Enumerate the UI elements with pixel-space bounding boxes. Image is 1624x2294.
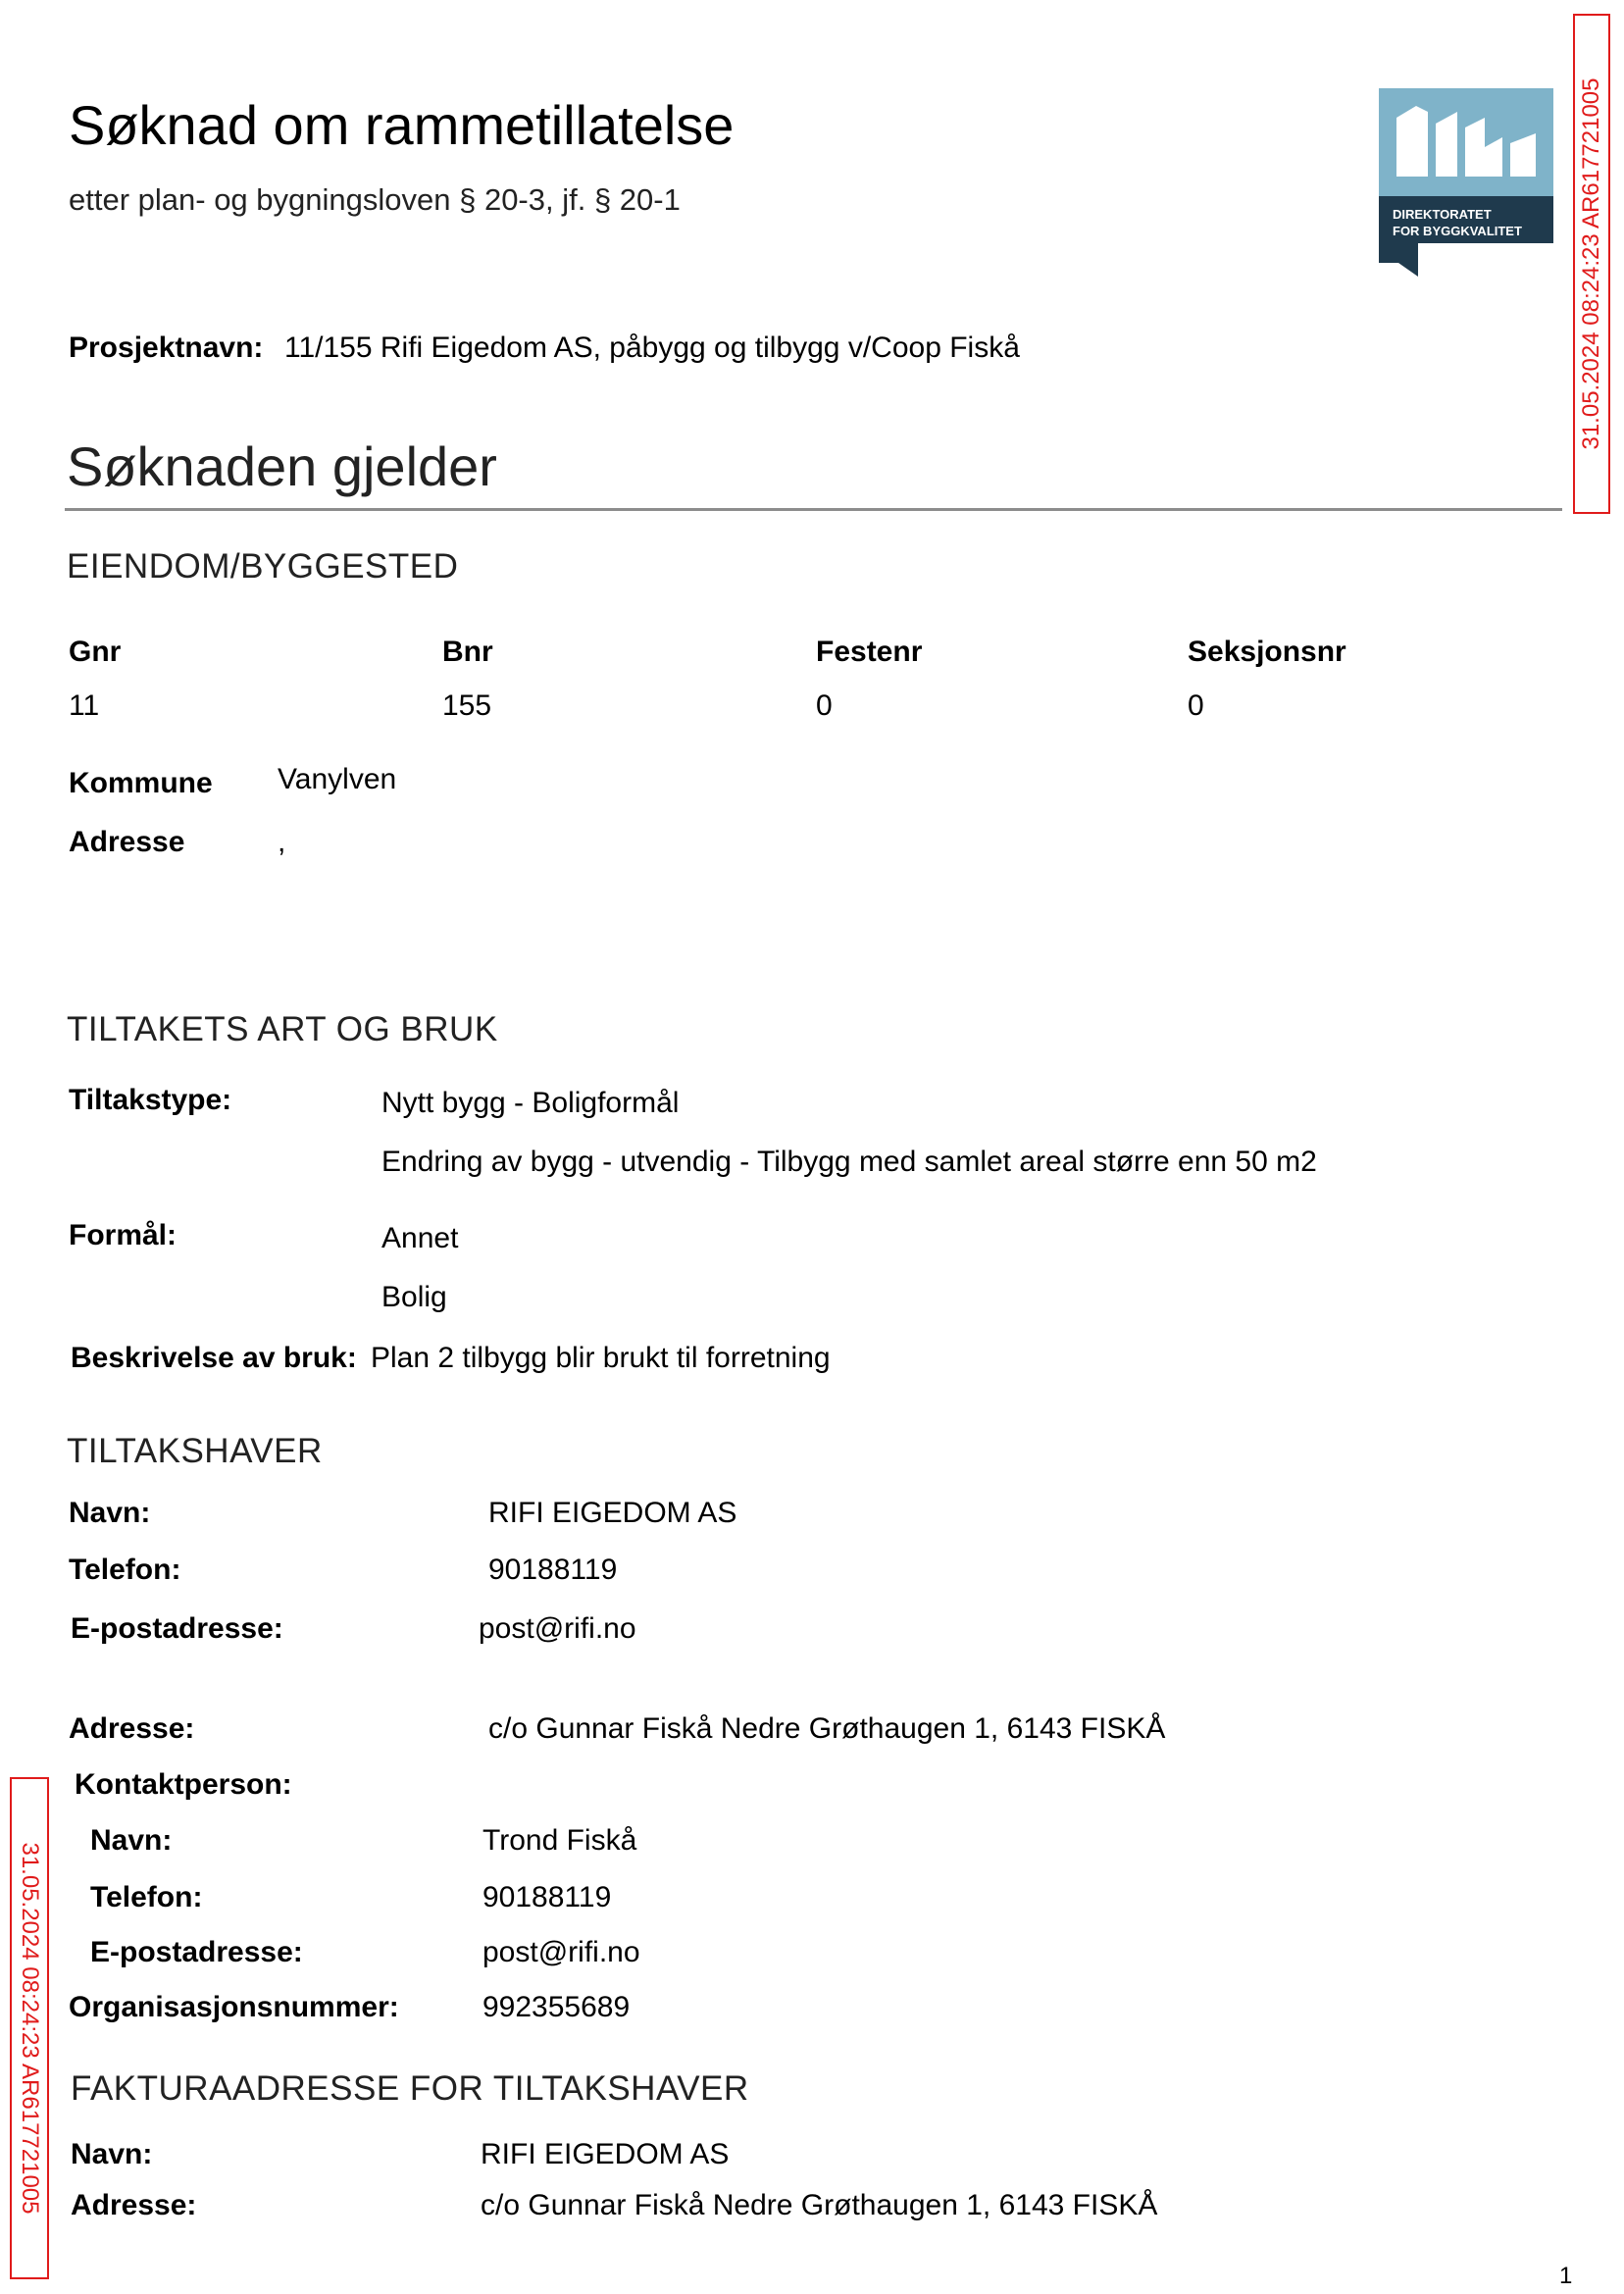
timestamp-stamp-left — [10, 1777, 49, 2279]
kontakt-telefon-label: Telefon: — [90, 1881, 203, 1913]
gnr-label: Gnr — [69, 636, 122, 668]
kontakt-telefon-value: 90188119 — [482, 1881, 612, 1913]
stamp-text: 31.05.2024 08:24:23 AR617721005 — [17, 1842, 43, 2215]
faktura-navn-label: Navn: — [71, 2138, 153, 2170]
formal-label: Formål: — [69, 1219, 178, 1251]
heading-fakturaadresse: FAKTURAADRESSE FOR TILTAKSHAVER — [71, 2069, 749, 2108]
seksjonsnr-label: Seksjonsnr — [1188, 636, 1346, 668]
kontakt-epost-value: post@rifi.no — [482, 1936, 640, 1968]
kommune-label: Kommune — [69, 767, 213, 799]
tiltakshaver-telefon-value: 90188119 — [488, 1554, 618, 1586]
gnr-value: 11 — [69, 689, 100, 722]
tiltakstype-value-1: Nytt bygg - Boligformål — [381, 1087, 680, 1119]
bnr-label: Bnr — [442, 636, 493, 668]
dibk-logo-graphic — [1379, 88, 1553, 277]
project-label: Prosjektnavn: — [69, 331, 264, 364]
tiltakshaver-telefon-label: Telefon: — [69, 1554, 181, 1586]
seksjonsnr-value: 0 — [1188, 689, 1204, 722]
tiltakshaver-adresse-value: c/o Gunnar Fiskå Nedre Grøthaugen 1, 6143 FISKÅ — [488, 1712, 1166, 1745]
kommune-value: Vanylven — [278, 763, 397, 795]
document-subtitle: etter plan- og bygningsloven § 20-3, jf. § 20-1 — [69, 182, 681, 217]
beskrivelse-bruk-label: Beskrivelse av bruk: — [71, 1342, 357, 1374]
tiltakshaver-adresse-label: Adresse: — [69, 1712, 195, 1745]
project-value: 11/155 Rifi Eigedom AS, påbygg og tilbygg v/Coop Fiskå — [284, 331, 1020, 364]
kontakt-navn-label: Navn: — [90, 1824, 173, 1857]
logo-text-line1: DIREKTORATET — [1393, 207, 1492, 222]
section-title-soknaden-gjelder: Søknaden gjelder — [67, 435, 497, 497]
logo-text-line2: FOR BYGGKVALITET — [1393, 224, 1522, 238]
tiltakstype-value-2: Endring av bygg - utvendig - Tilbygg med samlet areal større enn 50 m2 — [381, 1146, 1317, 1178]
organisasjonsnummer-label: Organisasjonsnummer: — [69, 1991, 399, 2023]
timestamp-stamp-right — [1573, 14, 1610, 514]
kontaktperson-label: Kontaktperson: — [75, 1768, 292, 1801]
stamp-text: 31.05.2024 08:24:23 AR617721005 — [1578, 77, 1604, 450]
beskrivelse-bruk-value: Plan 2 tilbygg blir brukt til forretning — [371, 1342, 831, 1374]
tiltakshaver-navn-label: Navn: — [69, 1497, 151, 1529]
festenr-value: 0 — [816, 689, 833, 722]
tiltakshaver-epost-value: post@rifi.no — [479, 1612, 636, 1645]
festenr-label: Festenr — [816, 636, 923, 668]
section-divider — [65, 508, 1562, 511]
organisasjonsnummer-value: 992355689 — [482, 1991, 631, 2023]
kontakt-epost-label: E-postadresse: — [90, 1936, 303, 1968]
dibk-logo — [1379, 88, 1553, 277]
heading-tiltakets-art: TILTAKETS ART OG BRUK — [67, 1010, 498, 1048]
adresse-value: , — [278, 826, 286, 858]
page-number: 1 — [1559, 2263, 1573, 2289]
faktura-adresse-label: Adresse: — [71, 2189, 197, 2221]
tiltakshaver-navn-value: RIFI EIGEDOM AS — [488, 1497, 737, 1529]
kontakt-navn-value: Trond Fiskå — [482, 1824, 637, 1857]
heading-tiltakshaver: TILTAKSHAVER — [67, 1432, 323, 1470]
tiltakstype-label: Tiltakstype: — [69, 1084, 232, 1116]
heading-eiendom: EIENDOM/BYGGESTED — [67, 547, 459, 586]
tiltakshaver-epost-label: E-postadresse: — [71, 1612, 283, 1645]
document-title: Søknad om rammetillatelse — [69, 94, 735, 156]
formal-value-1: Annet — [381, 1222, 459, 1254]
formal-value-2: Bolig — [381, 1281, 447, 1313]
bnr-value: 155 — [442, 689, 492, 722]
adresse-label: Adresse — [69, 826, 185, 858]
faktura-navn-value: RIFI EIGEDOM AS — [481, 2138, 730, 2170]
faktura-adresse-value: c/o Gunnar Fiskå Nedre Grøthaugen 1, 6143 FISKÅ — [481, 2189, 1158, 2221]
